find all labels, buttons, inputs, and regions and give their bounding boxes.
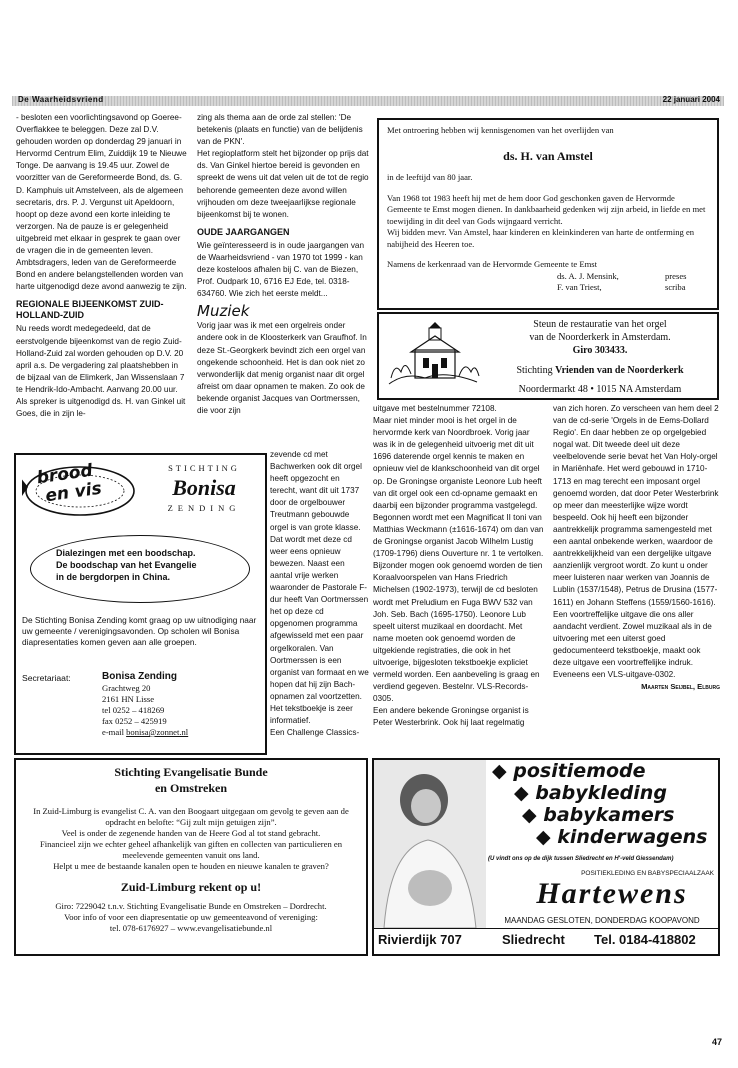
bonisa-sec-street: Grachtweg 20 xyxy=(102,683,151,693)
col1-paragraph: - besloten een voorlichtingsavond op Goeree-Overflakkee te beleggen. Deze zal D.V. gehouden worden op donderdag 29 januari in Hervormd Centrum Elim, Zuiddijk 19 te Nieuwe Tonge. De aanvang is 19.45 uur. Zowel de voorzitter van de Gereformeerde Bond, ds. G. D. Kamphuis uit Amstelveen, als de algemeen secretaris, drs. P. J. Vergunst uit Apeldoorn, hoopt op deze avond een korte inleiding te verzorgen. Na de pauze is er gelegenheid uitgebreid met elkaar in gesprek te gaan over de vragen die in de gemeenten leven. Ambtsdragers, leden van de Gereformeerde Bond en andere belangstellenden worden van harte uitgenodigd deze avond aanwezig te zijn. xyxy=(16,113,187,292)
obituary-wish: Wij bidden mevr. Van Amstel, haar kinderen en kleinkinderen van harte de ontferming en nabijheid des Heeren toe. xyxy=(387,227,695,249)
col2-paragraph: Wie geïnteresseerd is in oude jaargangen van de Waarheidsvriend - van 1970 tot 1999 - kan deze kosteloos afhalen bij C. van de Biezen, Prof. Oudpark 10, 6716 EJ Ede, tel. 0318-634760. Wie zich het eerste meldt... xyxy=(197,240,365,299)
bunde-info: Voor info of voor een diapresentatie op uw gemeenteavond of vereniging: xyxy=(64,912,318,922)
hartewens-item-kinderwagens: ◆ kinderwagens xyxy=(536,826,708,848)
bonisa-body: De Stichting Bonisa Zending komt graag op uw uitnodiging naar uw gemeente / verenigingsavonden. Op scholen wil Bonisa diapresentaties komen geven aan alle groepen. xyxy=(22,615,257,647)
bonisa-zending-ad xyxy=(14,453,267,755)
col2-paragraph: Het regioplatform stelt het bijzonder op prijs dat ds. Van Ginkel hiertoe bereid is gevonden en spreekt de wens uit dat velen uit de tot de regio behorende gemeenten deze avond willen vrijhouden om deze tweejaarlijkse regionale bijeenkomst bij te wonen. xyxy=(197,149,369,219)
hartewens-item-text: positiemode xyxy=(513,760,646,782)
bunde-paragraph: In Zuid-Limburg is evangelist C. A. van den Boogaart uitgegaan om gevolg te geven aan de opdracht en belofte: “Gij zult mijn getuigen zijn”. xyxy=(33,806,349,827)
bunde-contact: tel. 078-6176927 – www.evangelisatiebunde.nl xyxy=(109,923,273,933)
column-1 xyxy=(16,112,188,420)
bunde-giro: Giro: 7229042 t.n.v. Stichting Evangelisatie Bunde en Omstreken – Dordrecht. xyxy=(55,901,327,911)
hartewens-subtitle: POSITIEKLEDING EN BABYSPECIAALZAAK xyxy=(581,870,714,877)
masthead-date: 22 januari 2004 xyxy=(662,95,720,104)
bonisa-zending: ZENDING xyxy=(167,503,241,513)
hartewens-ad xyxy=(372,758,720,956)
col2-narrow-last: Een Challenge Classics- xyxy=(270,728,360,738)
obituary-closing: Namens de kerkenraad van de Hervormde Gemeente te Emst xyxy=(387,259,597,269)
obituary-sig-role: scriba xyxy=(665,282,686,292)
col1-paragraph: Nu reeds wordt medegedeeld, dat de eerstvolgende bijeenkomst van de regio Zuid-Holland-Zuid zal worden gehouden op D.V. 20 april a.s. De vergadering zal plaatshebben in de bijzaal van de Elimkerk, Jan Wissenslaan 7 te Hendrik-Ido-Ambacht. Aanvang 20.00 uur. Als spreker is uitgenodigd ds. H. van Ginkel uit Goes, die in zijn le- xyxy=(16,324,186,419)
bunde-paragraph: Veel is onder de zegenende handen van de Heere God al tot stand gebracht. xyxy=(61,828,321,838)
hartewens-item-text: babykamers xyxy=(543,804,675,826)
obituary-sig-name: ds. A. J. Mensink, xyxy=(557,270,619,281)
bonisa-sec-email-label: e-mail xyxy=(102,727,124,737)
bonisa-oval-line: De boodschap van het Evangelie xyxy=(56,560,197,570)
hartewens-city: Sliedrecht xyxy=(502,932,565,947)
obituary-sig-name: F. van Triest, xyxy=(557,282,602,292)
church-illustration xyxy=(385,322,481,388)
section-heading-oude-jaargangen: OUDE JAARGANGEN xyxy=(197,226,290,237)
organ-ad-stichting-prefix: Stichting xyxy=(516,365,553,376)
hartewens-tagline: (U vindt ons op de dijk tussen Sliedrecht en H'-veld Giessendam) xyxy=(488,856,674,862)
organ-ad-line: van de Noorderkerk in Amsterdam. xyxy=(529,332,671,343)
organ-ad-stichting xyxy=(487,364,713,377)
bonisa-email-link[interactable]: bonisa@zonnet.nl xyxy=(126,727,189,737)
hartewens-tel: Tel. 0184-418802 xyxy=(594,932,696,947)
obituary-box xyxy=(377,118,719,310)
col3-paragraph: Een andere bekende Groningse organist is Peter Westerbrink. Ook hij laat regelmatig xyxy=(373,706,529,728)
organ-ad-stichting-name: Vrienden van de Noorderkerk xyxy=(555,365,684,376)
section-heading-regionale-bijeenkomst: REGIONALE BIJEENKOMST ZUID-HOLLAND-ZUID xyxy=(16,299,164,321)
bonisa-sec-city: 2161 HN Lisse xyxy=(102,694,155,704)
mother-baby-photo xyxy=(374,760,486,928)
author-signature: Maarten Seijbel, Elburg xyxy=(641,682,720,692)
organ-ad-line: Steun de restauratie van het orgel xyxy=(533,319,667,330)
column-4 xyxy=(553,403,720,693)
bonisa-secretariaat-label: Secretariaat: xyxy=(22,673,71,683)
bunde-title: Stichting Evangelisatie Bunde xyxy=(114,765,268,779)
hartewens-divider xyxy=(374,928,718,929)
masthead xyxy=(12,96,724,106)
bonisa-logo-line: brood xyxy=(35,460,94,489)
hartewens-hours: MAANDAG GESLOTEN, DONDERDAG KOOPAVOND xyxy=(504,916,700,925)
masthead-title: De Waarheidsvriend xyxy=(18,95,104,104)
obituary-signature-2 xyxy=(557,282,709,294)
bunde-slogan: Zuid-Limburg rekent op u! xyxy=(120,880,262,894)
obituary-name: ds. H. van Amstel xyxy=(503,148,593,163)
bunde-evangelisatie-ad xyxy=(14,758,368,956)
bonisa-oval-text xyxy=(56,547,236,583)
organ-ad-address: Noordermarkt 48 • 1015 NA Amsterdam xyxy=(518,384,682,395)
bonisa-name: Bonisa xyxy=(172,475,236,500)
col2-paragraph: zing als thema aan de orde zal stellen: 'De betekenis (plaats en functie) van de belijdenis van de PKN'. xyxy=(197,113,363,147)
hartewens-item-positiemode: ◆ positiemode xyxy=(492,760,646,782)
page-number: 47 xyxy=(711,1037,722,1047)
col4-paragraph: van zich horen. Zo verscheen van hem deel 2 van de cd-serie 'Orgels in de Eems-Dollard Regio'. En daar hebben ze op orgelgebied nogal wat. Dit tweede deel uit deze veelbelovende serie bevat het Van Holy-orgel in Mariënhafe. Het werd gebouwd in 1710-1713 en mag terecht een imposant orgel genoemd worden, dat door Peter Westerbrink op meer dan meesterlijke wijze wordt bespeeld. Ook hij heeft een bijzonder aantrekkelijk programma samengesteld met een aantal onbekende werken, waardoor de aantrekkelijkheid van een dergelijke uitgave aanzienlijk vergroot wordt. Zo kunt u onder meer luisteren naar werken van Joannis de Lublin (1537/1548), Petrus de Drusina (1577-1611) en Johann Steffens (1559/1560-1616). Een voortreffelijke uitgave die ons aller aandacht verdient. Zowel muzikaal als in de uitvoering met een uiterst goed gedocumenteerd tekstboekje, maakt ook deze uitgave een voortreffelijke indruk. Eveneens een VLS-uitgave-0302. xyxy=(553,404,719,680)
bonisa-oval-line: in de bergdorpen in China. xyxy=(56,572,171,582)
hartewens-item-babykamers: ◆ babykamers xyxy=(522,804,675,826)
bunde-paragraph: Helpt u mee de bestaande kanalen open te houden en nieuwe kanalen te graven? xyxy=(53,861,329,871)
bonisa-address-block xyxy=(102,671,262,738)
bunde-title-2: en Omstreken xyxy=(154,781,228,795)
hartewens-item-babykleding: ◆ babykleding xyxy=(514,782,667,804)
bonisa-sec-tel: tel 0252 – 418269 xyxy=(102,705,165,715)
obituary-sig-role: preses xyxy=(665,270,687,281)
bonisa-sec-fax: fax 0252 – 425919 xyxy=(102,716,167,726)
bonisa-logo-line: en vis xyxy=(44,478,103,507)
bonisa-sec-email-row xyxy=(102,727,262,738)
hartewens-brand: Hartewens xyxy=(536,877,688,910)
organ-ad-text xyxy=(487,318,713,396)
col2-narrow-paragraph: zevende cd met Bachwerken ook dit orgel heeft opgezocht en terecht, want dit uit 1737 door de orgelbouwer Treutmann gebouwde orgel is van grote klasse. Dat wordt met deze cd weer eens opnieuw bewezen. Naast een aantal vrije werken waaronder de Pastorale F-dur heeft Van Oortmerssen het op deze cd opgenomen programma afgewisseld met een paar orgelkoralen. Van Oortmerssen is een organist van formaat en we hopen dat hij zijn Bach-opnamen zal voortzetten. Het tekstboekje is zeer informatief. xyxy=(270,450,369,726)
hartewens-item-text: babykleding xyxy=(535,782,667,804)
hartewens-address: Rivierdijk 707 xyxy=(378,932,462,947)
organ-restoration-ad xyxy=(377,312,719,400)
column-2-narrow xyxy=(270,449,369,739)
bonisa-oval-line: Dialezingen met een boodschap. xyxy=(56,548,196,558)
col2-paragraph: Vorig jaar was ik met een orgelreis onder andere ook in de Kloosterkerk van Graufhof. In deze St.-Georgkerk bevindt zich een orgel van ongekende schoonheid. Het is dan ook niet zo verwonderlijk dat menig organist naar dit orgel afreist om daar opnamen te maken. Zo ook de bekende organist Jacques van Oortmerssen, die voor zijn xyxy=(197,321,367,415)
col3-paragraph: uitgave met bestelnummer 72108. xyxy=(373,404,497,413)
obituary-intro: Met ontroering hebben wij kennisgenomen van het overlijden van xyxy=(387,125,614,135)
organ-ad-giro: Giro 303433. xyxy=(572,345,628,356)
bunde-paragraph: Financieel zijn we echter geheel afhankelijk van giften en collecten van particulieren en meelevende gemeenten vanuit ons land. xyxy=(39,839,343,860)
obituary-signature-1 xyxy=(557,271,709,283)
obituary-body: Van 1968 tot 1983 heeft hij met de hem door God geschonken gaven de Hervormde Gemeente te Emst mogen dienen. In dankbaarheid gedenken wij zijn arbeid, in liefde en met toewijding in dit deel van Gods wijngaard verricht. xyxy=(387,192,706,226)
column-3 xyxy=(373,403,545,730)
bonisa-stichting: STICHTING xyxy=(168,463,240,473)
obituary-age: in de leeftijd van 80 jaar. xyxy=(387,172,473,182)
col3-paragraph: Maar niet minder mooi is het orgel in de hervormde kerk van Noordbroek. Vorig jaar was ik in de gelegenheid uitvoerig met dit uit 1696 daterende orgel kennis te maken en opnieuw viel de klankschoonheid van dit orgel op. De Groningse organiste Leonore Lub heeft van dit orgel ook een cd-opname gemaakt en daarbij een bijzonder programma vastgelegd. Begonnen wordt met een Magnificat II toni van Matthias Weckmann (±1616-1674) om dan van de Groningse organist Jacob Wilhelm Lustig (1709-1796) diens Ouverture nr. 1 te vertolken. Bijzonder mogen ook genoemd worden de tien Koraalvoorspelen van Hans Friedrich Michelsen (1902-1973), terwijl de cd besloten wordt met Preludium en Fuga BWV 532 van Joh. Seb. Bach (1695-1750). Leonore Lub speelt uiterst muzikaal en doordacht. Met name moeten ook genoemd worden de uitgekiende registraties, die ook in het uitvoerige, bijgesloten tekstboekje expliciet vermeld worden. Een aanbeveling is graag en verdiend gegeven. Bestelnr. VLS-Records-0305. xyxy=(373,416,544,704)
column-2 xyxy=(197,112,369,417)
bonisa-sec-name: Bonisa Zending xyxy=(102,671,177,682)
hartewens-item-text: kinderwagens xyxy=(557,826,708,848)
section-heading-muziek: Muziek xyxy=(197,302,250,321)
